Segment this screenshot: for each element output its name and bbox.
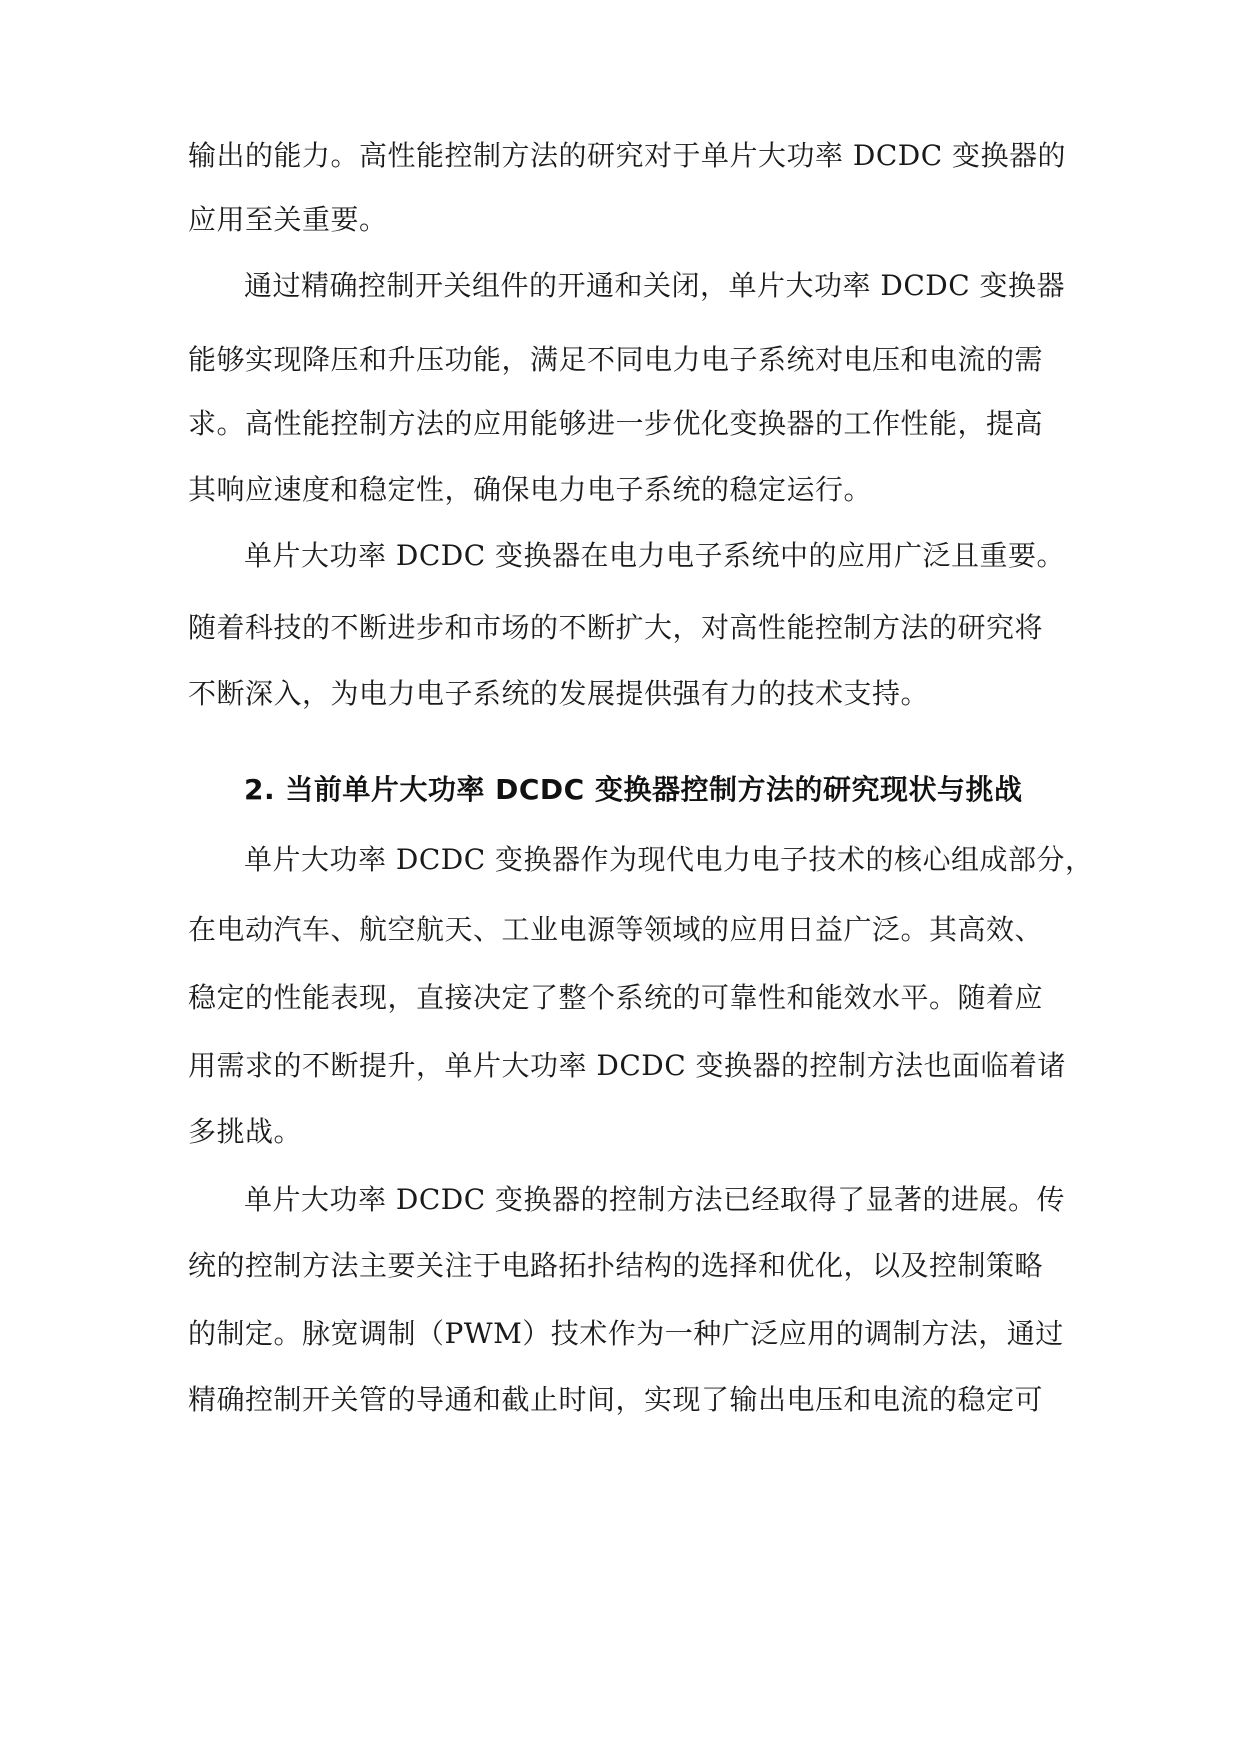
paragraph-5-line-2: 统的控制方法主要关注于电路拓扑结构的选择和优化，以及控制策略 [188,1249,1044,1282]
paragraph-3-line-3: 不断深入，为电力电子系统的发展提供强有力的技术支持。 [188,677,930,710]
section-heading: 2. 当前单片大功率 DCDC 变换器控制方法的研究现状与挑战 [244,773,1023,806]
paragraph-4-line-4: 用需求的不断提升，单片大功率 DCDC 变换器的控制方法也面临着诸 [188,1049,1067,1082]
paragraph-2-line-3: 求。高性能控制方法的应用能够进一步优化变换器的工作性能，提高 [188,407,1044,440]
paragraph-2-line-4: 其响应速度和稳定性，确保电力电子系统的稳定运行。 [188,473,873,506]
paragraph-5-line-4: 精确控制开关管的导通和截止时间，实现了输出电压和电流的稳定可 [188,1383,1044,1416]
paragraph-5-line-1: 单片大功率 DCDC 变换器的控制方法已经取得了显著的进展。传 [244,1183,1066,1216]
paragraph-1-line-2: 应用至关重要。 [188,203,388,236]
paragraph-1-line-1: 输出的能力。高性能控制方法的研究对于单片大功率 DCDC 变换器的 [188,139,1067,172]
paragraph-2-line-2: 能够实现降压和升压功能，满足不同电力电子系统对电压和电流的需 [188,343,1044,376]
paragraph-2-line-1: 通过精确控制开关组件的开通和关闭，单片大功率 DCDC 变换器 [244,269,1066,302]
paragraph-3-line-1: 单片大功率 DCDC 变换器在电力电子系统中的应用广泛且重要。 [244,539,1066,572]
paragraph-4-line-5: 多挑战。 [188,1115,303,1148]
paragraph-5-line-3: 的制定。脉宽调制（PWM）技术作为一种广泛应用的调制方法，通过 [188,1317,1064,1350]
paragraph-4-line-2: 在电动汽车、航空航天、工业电源等领域的应用日益广泛。其高效、 [188,913,1044,946]
paragraph-4-line-1: 单片大功率 DCDC 变换器作为现代电力电子技术的核心组成部分， [244,843,1094,876]
paragraph-3-line-2: 随着科技的不断进步和市场的不断扩大，对高性能控制方法的研究将 [188,611,1044,644]
paragraph-4-line-3: 稳定的性能表现，直接决定了整个系统的可靠性和能效水平。随着应 [188,981,1044,1014]
